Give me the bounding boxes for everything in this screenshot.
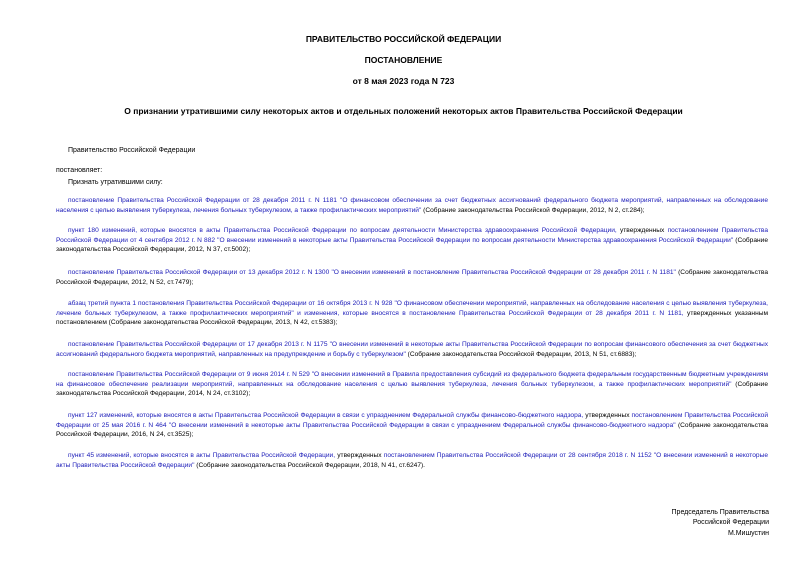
- document-link[interactable]: постановление Правительства Российской Федерации от 13 декабря 2012 г. N 1300 "О внесении изменений в постановление Правительства Российской Федерации от 28 декабря 2011 г. N 1181": [68, 269, 676, 276]
- document-link[interactable]: постановление Правительства Российской Федерации от 28 декабря 2011 г. N 1181 "О финансовом обеспечении за счет бюджетных ассигнований федерального бюджета мероприятий, направленных на обследование населения с целью выявления туберкулеза, лечения больных туберкулезом, а также профилактических мероприятий": [56, 197, 768, 214]
- document-link[interactable]: абзац третий пункта 1 постановления Правительства Российской Федерации от 16 октября 2013 г. N 928 "О финансовом обеспечении мероприятий, направленных на обследование населения с целью выявления туберкулеза, лечение больных туберкулезом, а также профилактических мероприятий" и изменения, которые вносятся в постановление Правительства Российской Федерации от 28 декабря 2011 г. N 1181,: [56, 300, 768, 317]
- list-item: [56, 196, 768, 215]
- citation-text: утвержденных указанным постановлением (Собрание законодательства Российской Федерации, 2013, N 42, ст.5383);: [56, 309, 768, 327]
- document-link[interactable]: постановлением Правительства Российской Федерации от 25 мая 2016 г. N 464 "О внесении изменений в некоторые акты Правительства Российской Федерации в связи с упразднением Федеральной службы финансово-бюджетного надзора": [56, 412, 769, 429]
- citation-text: (Собрание законодательства Российской Федерации, 2016, N 24, ст.3525);: [56, 421, 768, 439]
- list-item: [56, 268, 768, 287]
- list-item: [56, 411, 768, 440]
- document-link[interactable]: пункт 180 изменений, которые вносятся в акты Правительства Российской Федерации по вопросам деятельности Министерства здравоохранения Российской Федерации,: [68, 227, 617, 234]
- citation-text: (Собрание законодательства Российской Федерации, 2012, N 52, ст.7479);: [56, 269, 768, 286]
- list-item: [56, 340, 768, 359]
- document-date-number: от 8 мая 2023 года N 723: [352, 76, 455, 86]
- government-name: ПРАВИТЕЛЬСТВО РОССИЙСКОЙ ФЕДЕРАЦИИ: [305, 34, 502, 44]
- list-item: [56, 299, 768, 328]
- list-item: [56, 451, 768, 470]
- document-link[interactable]: постановлением Правительства Российской Федерации от 28 сентября 2018 г. N 1152 "О внесении изменений в некоторые акты Правительства Российской Федерации": [56, 452, 768, 469]
- citation-text: (Собрание законодательства Российской Федерации, 2014, N 24, ст.3102);: [56, 380, 769, 398]
- list-item: [56, 226, 768, 255]
- document-type: ПОСТАНОВЛЕНИЕ: [364, 55, 443, 65]
- document-link[interactable]: постановление Правительства Российской Федерации от 9 июня 2014 г. N 529 "О внесении изменений в Правила предоставления субсидий из федерального бюджета федеральным государственным бюджетным учреждениям на финансовое обеспечение реализации мероприятий, направленных на обследование населения с целью выявления туберкулеза, лечения больных туберкулезом, а также профилактических мероприятий": [56, 371, 768, 388]
- citation-text: (Собрание законодательства Российской Федерации, 2012, N 2, ст.284);: [421, 206, 645, 214]
- signature-name: М.Мишустин: [727, 530, 769, 537]
- connector-text: утвержденных: [583, 412, 632, 419]
- citation-text: (Собрание законодательства Российской Федерации, 2012, N 37, ст.5002);: [56, 236, 768, 254]
- document-link[interactable]: пункт 45 изменений, которые вносятся в акты Правительства Российской Федерации,: [68, 452, 336, 459]
- citation-text: (Собрание законодательства Российской Федерации, 2013, N 51, ст.6883);: [405, 350, 637, 358]
- citation-text: (Собрание законодательства Российской Федерации, 2018, N 41, ст.6247).: [194, 461, 426, 469]
- decides-text: постановляет:: [56, 167, 103, 174]
- connector-text: утвержденных: [616, 227, 668, 234]
- signature-position-line2: Российской Федерации: [692, 519, 769, 526]
- connector-text: утвержденных: [335, 452, 384, 459]
- document-link[interactable]: пункт 127 изменений, которые вносятся в акты Правительства Российской Федерации в связи с упразднением Федеральной службы финансово-бюджетного надзора,: [68, 412, 584, 419]
- document-link[interactable]: постановление Правительства Российской Федерации от 17 декабря 2013 г. N 1175 "О внесении изменений в некоторые акты Правительства Российской Федерации по вопросам финансового обеспечения за счет бюджетных ассигнований федерального бюджета мероприятий, направленных на предупреждение и борьбу с туберкулезом": [56, 341, 768, 358]
- document-title: О признании утратившими силу некоторых актов и отдельных положений некоторых актов Правительства Российской Федерации: [124, 106, 683, 116]
- signature-position-line1: Председатель Правительства: [671, 509, 769, 516]
- list-item: [56, 370, 768, 399]
- document-link[interactable]: постановлением Правительства Российской Федерации от 4 сентября 2012 г. N 882 "О внесении изменений в некоторые акты Правительства Российской Федерации по вопросам деятельности Министерства здравоохранения Российской Федерации": [56, 227, 768, 244]
- declare-text: Признать утратившими силу:: [68, 179, 163, 186]
- intro-text: Правительство Российской Федерации: [68, 147, 196, 154]
